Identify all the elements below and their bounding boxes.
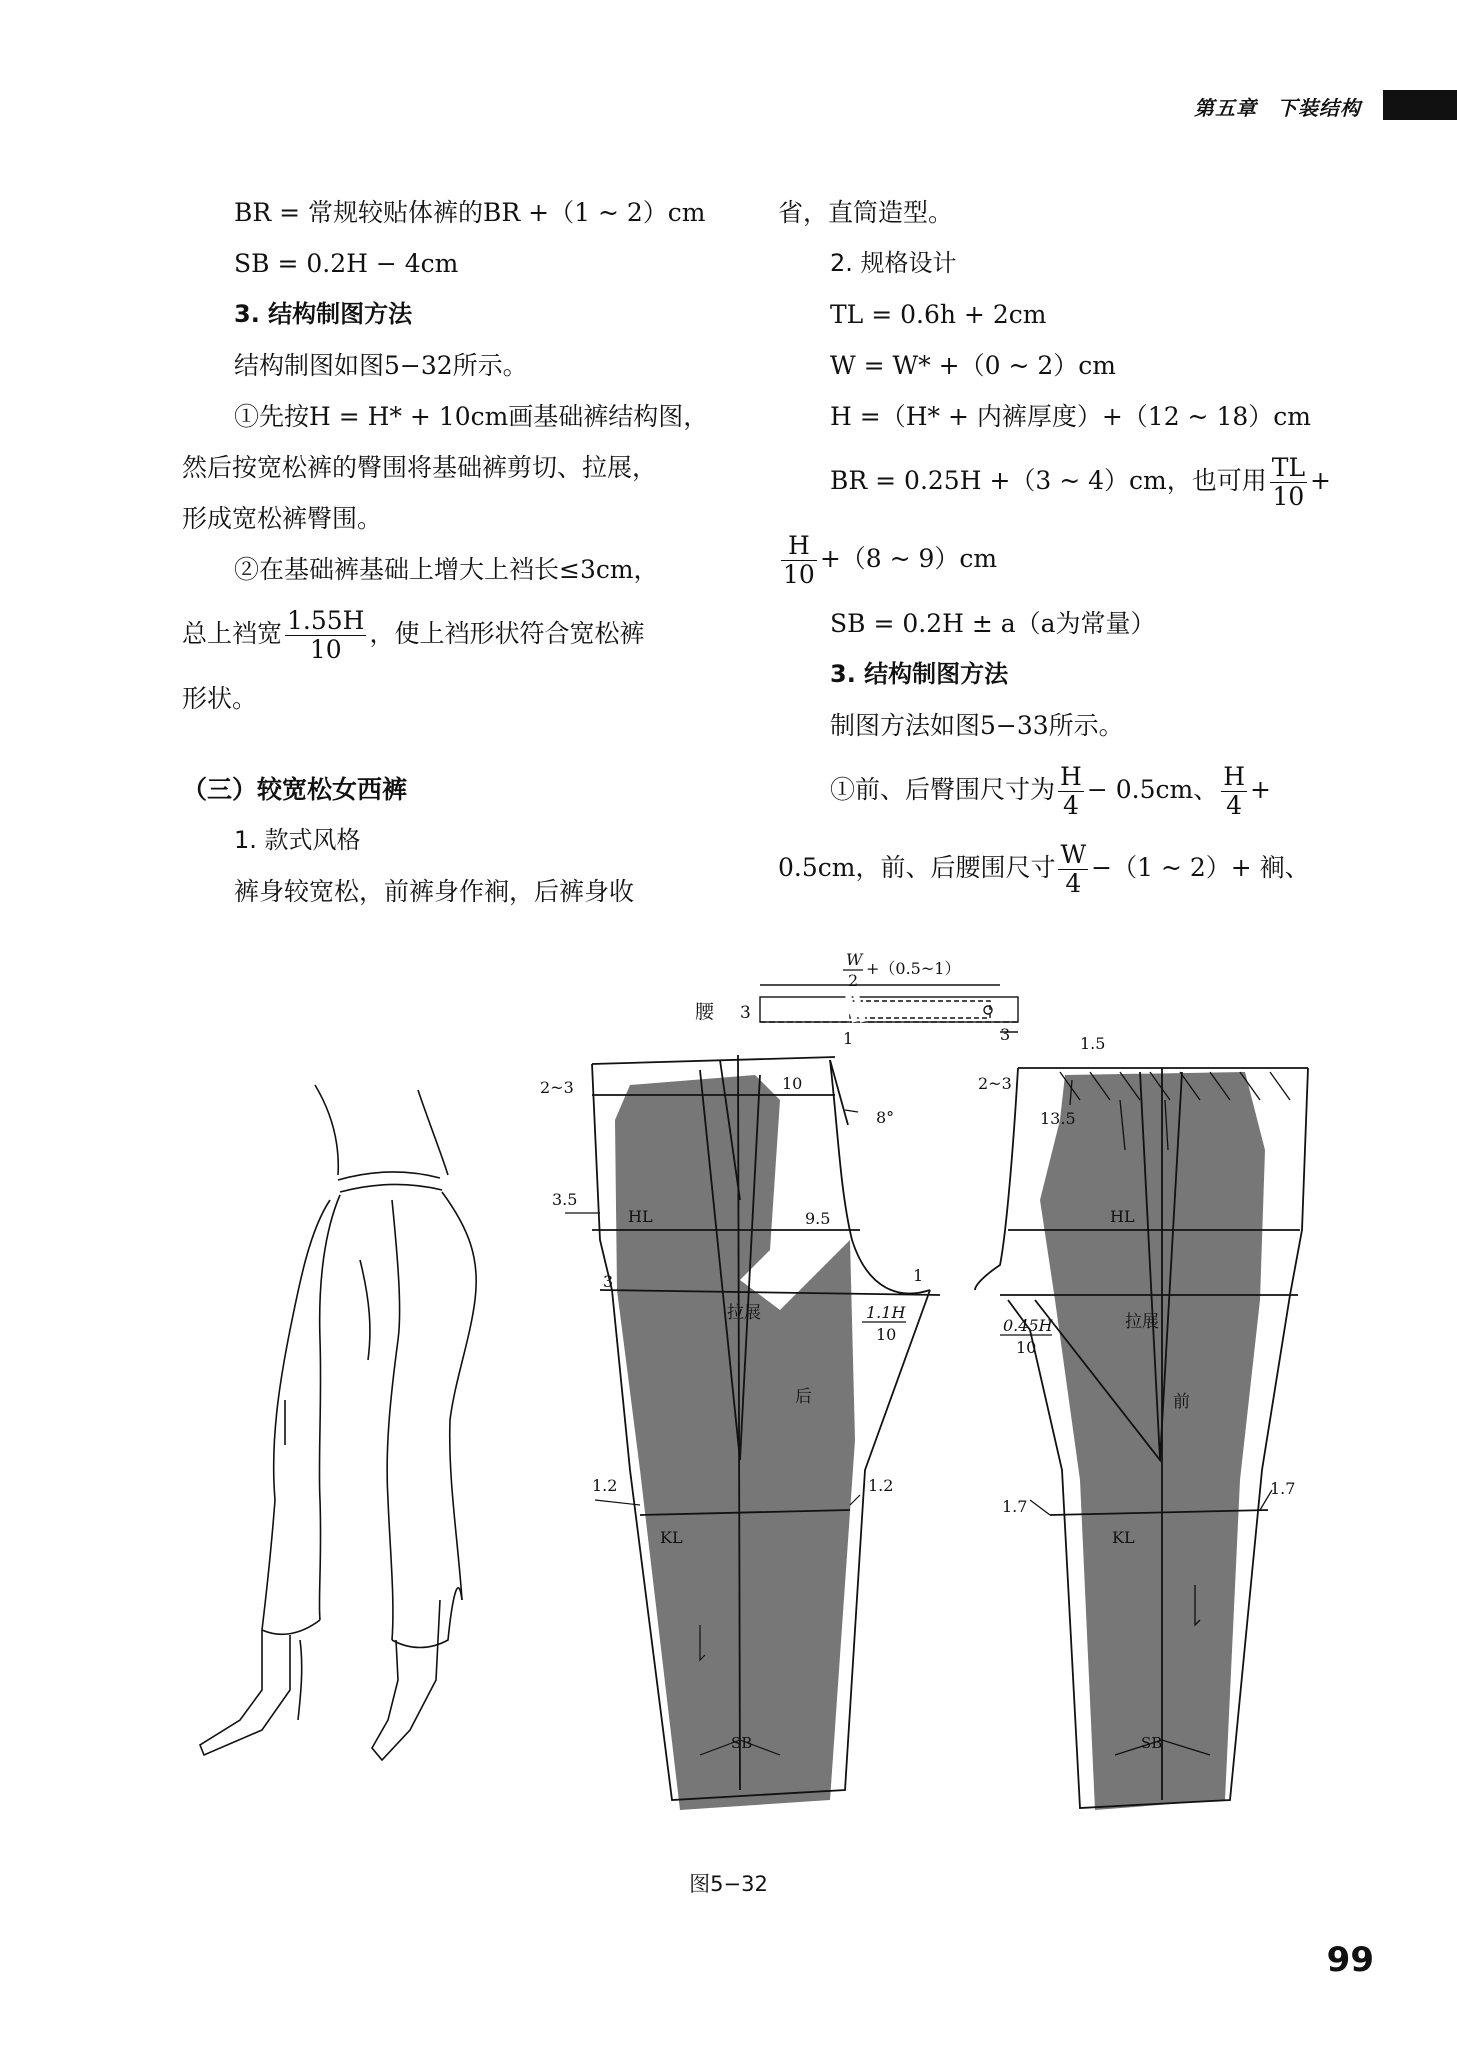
front-spread: 拉展 (1125, 1312, 1159, 1332)
step2-line1: ②在基础裤基础上增大上裆长≤3cm， (234, 555, 659, 584)
fraction: $\frac{TL}{10}$ (1271, 453, 1306, 511)
back-kl: KL (660, 1528, 683, 1547)
step1-line3: 形成宽松裤臀围。 (182, 504, 383, 533)
front-right-17: 1.7 (1270, 1479, 1296, 1498)
chapter-label: 第五章 (1194, 96, 1257, 120)
fraction: $\frac{H}{4}$ (1060, 762, 1082, 820)
back-angle: 8° (876, 1108, 895, 1127)
back-label: 后 (795, 1387, 812, 1407)
back-right-1: 1 (913, 1266, 924, 1285)
heading-drafting-right: 3. 结构制图方法 (830, 660, 1009, 688)
fraction: $\frac{W}{4}$ (1060, 840, 1087, 898)
br-formula-cont: $\frac{H}{10}$ +（8 ~ 9）cm (783, 531, 998, 589)
waist-formula-num: W (846, 950, 863, 969)
waist-label: 腰 (695, 1001, 715, 1023)
step2-post: ，使上裆形状符合宽松裤 (369, 619, 645, 648)
front-left-17: 1.7 (1002, 1497, 1028, 1516)
br-formula: BR = 常规较贴体裤的BR +（1 ~ 2）cm (234, 198, 706, 227)
front-left-23: 2~3 (978, 1074, 1012, 1093)
heading-drafting: 3. 结构制图方法 (234, 300, 413, 328)
fashion-sketch (200, 1085, 476, 1760)
front-sb: SB (1141, 1734, 1163, 1752)
front-frac-num: 0.45H (1003, 1316, 1053, 1335)
waist-width: 3 (740, 1003, 751, 1023)
step2-line3: 形状。 (182, 684, 258, 713)
tl-formula: TL = 0.6h + 2cm (830, 300, 1047, 329)
back-panel (565, 1055, 940, 1810)
section-label: 下装结构 (1277, 96, 1361, 120)
figure-caption: 图5−32 (689, 1872, 768, 1896)
back-left-12: 1.2 (592, 1476, 618, 1495)
front-kl: KL (1112, 1528, 1135, 1547)
subsection-title: （三）较宽松女西裤 (182, 775, 408, 804)
br-formula-right: BR = 0.25H +（3 ~ 4）cm，也可用 $\frac{TL}{10}$ + (830, 453, 1331, 511)
figure-reference-right: 制图方法如图5−33所示。 (830, 711, 1124, 740)
fraction: $\frac{1.55H}{10}$ (287, 606, 365, 664)
fraction: $\frac{H}{4}$ (1223, 762, 1246, 820)
back-ten: 10 (782, 1074, 803, 1093)
waist-end: 3 (1000, 1025, 1011, 1044)
continuation-text: 省，直筒造型。 (778, 198, 954, 227)
heading-spec: 2. 规格设计 (830, 249, 957, 277)
waistband (760, 985, 1018, 1032)
style-text: 裤身较宽松，前裤身作裥，后裤身收 (234, 877, 635, 906)
h-formula: H =（H* + 内裤厚度）+（12 ~ 18）cm (830, 402, 1311, 431)
step1-right-cont: 0.5cm，前、后腰围尺寸 $\frac{W}{4}$ −（1 ~ 2）+ 裥、 (778, 840, 1310, 898)
front-top-15: 1.5 (1080, 1034, 1106, 1053)
front-label: 前 (1173, 1392, 1190, 1412)
back-frac-den: 10 (876, 1325, 897, 1344)
back-hl: HL (628, 1207, 653, 1226)
back-left-23: 2~3 (540, 1078, 574, 1097)
heading-style: 1. 款式风格 (234, 826, 361, 854)
sb-formula: SB = 0.2H − 4cm (234, 249, 459, 278)
step1-right: ①前、后臀围尺寸为 $\frac{H}{4}$ − 0.5cm、 $\frac{H}{4}$ + (830, 762, 1271, 820)
back-sb: SB (731, 1734, 753, 1752)
w-formula: W = W* +（0 ~ 2）cm (830, 351, 1116, 380)
fraction: $\frac{H}{10}$ (783, 531, 815, 589)
back-top-1: 1 (843, 1029, 854, 1048)
back-left-35: 3.5 (552, 1190, 578, 1209)
back-left-3: 3 (603, 1272, 614, 1291)
front-panel (975, 1068, 1308, 1810)
step2-pre: 总上裆宽 (182, 619, 283, 648)
back-spread: 拉展 (727, 1303, 761, 1323)
figure-reference: 结构制图如图5−32所示。 (234, 351, 528, 380)
step1-line1: ①先按H = H* + 10cm画基础裤结构图， (234, 402, 709, 431)
back-frac-num: 1.1H (866, 1303, 906, 1322)
waist-formula-den: 2 (848, 971, 859, 990)
back-nine5: 9.5 (805, 1209, 831, 1228)
front-hl: HL (1110, 1207, 1135, 1226)
step1-line2: 然后按宽松裤的臀围将基础裤剪切、拉展， (182, 453, 658, 482)
back-right-12: 1.2 (868, 1476, 894, 1495)
waist-formula-tail: +（0.5~1） (866, 959, 961, 978)
sb-formula-right: SB = 0.2H ± a（a为常量） (830, 609, 1156, 638)
front-frac-den: 10 (1016, 1338, 1037, 1357)
page-number: 99 (1326, 1940, 1374, 1980)
front-left-135: 13.5 (1040, 1109, 1076, 1128)
